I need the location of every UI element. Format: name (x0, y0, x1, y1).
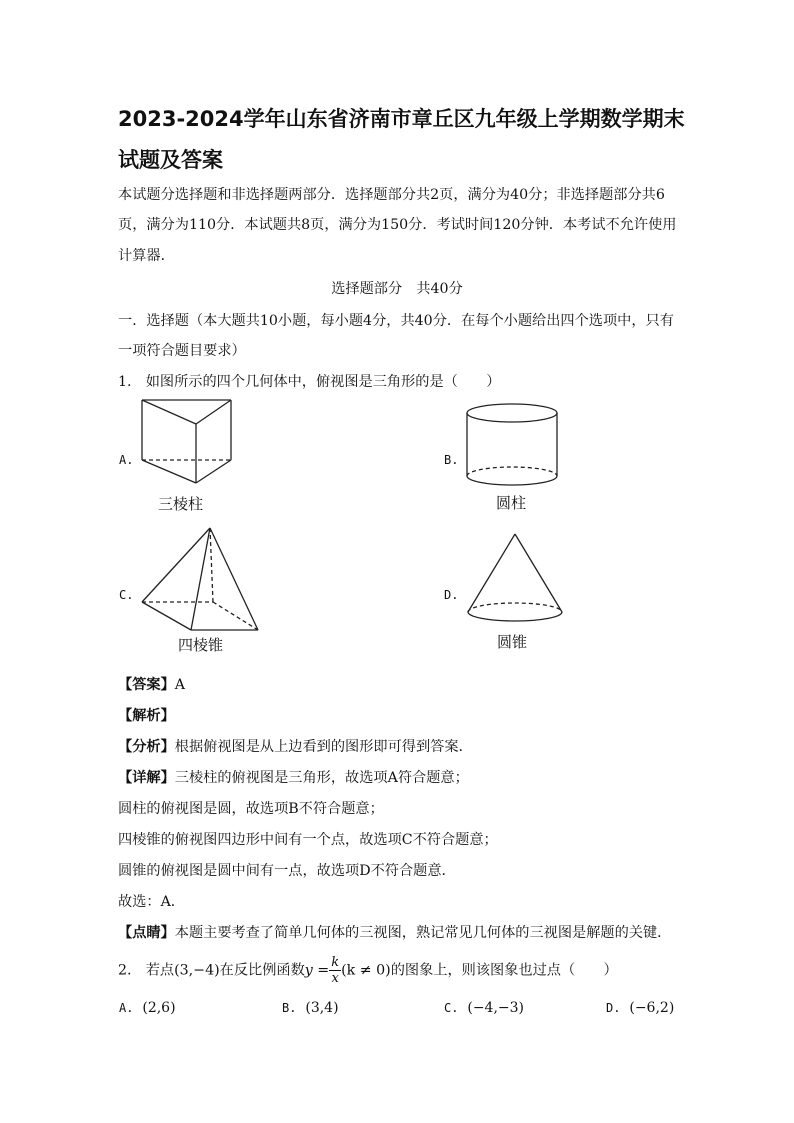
fenxi-text: 根据俯视图是从上边看到的图形即可得到答案． (174, 739, 473, 755)
triangular-prism-figure (136, 396, 236, 486)
prism-bottom-left-edge (142, 460, 196, 483)
fenxi-line (118, 737, 473, 757)
pyramid-left-edge (142, 528, 210, 602)
q2-prefix: 2. 若点 (118, 962, 175, 979)
cone-left-side (468, 534, 515, 612)
prism-top-right-edge (196, 400, 231, 424)
q2-frac-denominator: x (331, 971, 339, 986)
dianjing-text: 本题主要考查了简单几何体的三视图，熟记常见几何体的三视图是解题的关键． (174, 925, 672, 941)
cone-right-side (515, 534, 562, 612)
q2-choice-d-label: D. (606, 1001, 621, 1015)
xiangjie-tag: 【详解】 (118, 770, 175, 786)
cylinder-bottom-front-arc (467, 476, 557, 485)
detail-line-1: 圆柱的俯视图是圆，故选项B不符合题意； (118, 801, 384, 817)
q2-choice-b (282, 1000, 339, 1016)
option-c-caption: 四棱锥 (178, 636, 224, 654)
question-2-stem (118, 955, 618, 986)
q2-choice-a-value: (2,6) (142, 1000, 176, 1016)
dianjing-line (118, 923, 671, 943)
option-a-caption: 三棱柱 (158, 495, 204, 513)
detail-line-2: 四棱锥的俯视图四边形中间有一个点，故选项C不符合题意； (118, 832, 498, 848)
part1-instructions-line-1: 一．选择题（本大题共10小题，每小题4分，共40分．在每个小题给出四个选项中，只有 (118, 313, 674, 329)
intro-line-2: 页，满分为110分．本试题共8页，满分为150分．考试时间120分钟．本考试不允许使用 (118, 217, 677, 233)
section-heading: 选择题部分 共40分 (331, 281, 463, 297)
answer-line (118, 675, 185, 695)
pyramid-base-front-left (142, 602, 191, 630)
cylinder-top-ellipse (467, 404, 557, 422)
option-b-letter: B. (444, 453, 459, 467)
prism-bottom-right-edge (196, 460, 231, 483)
analysis-tag-line (118, 706, 175, 726)
xiangjie-text: 三棱柱的俯视图是三角形，故选项A符合题意； (174, 770, 469, 786)
analysis-tag: 【解析】 (118, 708, 175, 724)
cone-base-hidden-arc (468, 603, 562, 612)
cone-base-front-arc (468, 612, 562, 621)
option-d-caption: 圆锥 (497, 633, 528, 651)
q2-condition: (k ≠ 0) (341, 962, 391, 979)
prism-top-left-edge (142, 400, 196, 424)
fenxi-tag: 【分析】 (118, 739, 175, 755)
cylinder-bottom-hidden-arc (467, 467, 557, 476)
answer-tag: 【答案】 (118, 677, 175, 693)
q2-choice-c-value: (−4,−3) (467, 1000, 525, 1016)
pyramid-front-edge (191, 528, 210, 630)
q2-frac-numerator: k (331, 955, 340, 970)
q2-point: (3,−4) (174, 962, 220, 979)
dianjing-tag: 【点睛】 (118, 925, 175, 941)
q2-choice-d (606, 1000, 674, 1016)
q2-mid: 在反比例函数 (219, 962, 305, 979)
intro-line-3: 计算器． (118, 248, 175, 264)
q2-choice-b-value: (3,4) (305, 1000, 339, 1016)
option-a-letter: A. (119, 453, 134, 467)
option-c-letter: C. (119, 588, 134, 602)
pyramid-hidden-apex-edge (210, 528, 213, 602)
cylinder-figure (464, 402, 560, 490)
detail-line-4: 故选：A． (118, 894, 185, 910)
option-d-letter: D. (444, 588, 459, 602)
q2-suffix: 的图象上，则该图象也过点（ ） (390, 962, 618, 979)
document-title-line-2: 试题及答案 (118, 148, 223, 172)
q2-choice-a-label: A. (119, 1001, 134, 1015)
part1-instructions-line-2: 一项符合题目要求） (118, 343, 246, 359)
q2-choice-c-label: C. (444, 1001, 459, 1015)
q2-func-lhs: y = (304, 962, 330, 979)
xiangjie-line (118, 768, 469, 788)
q2-fraction (329, 955, 341, 986)
square-pyramid-figure (140, 526, 262, 634)
document-title-line-1: 2023-2024学年山东省济南市章丘区九年级上学期数学期末 (118, 107, 685, 131)
detail-line-3: 圆锥的俯视图是圆中间有一点，故选项D不符合题意． (118, 863, 456, 879)
q2-choice-a (119, 1000, 176, 1016)
q2-choice-c (444, 1000, 524, 1016)
cone-figure (466, 532, 566, 626)
question-1-stem: 1. 如图所示的四个几何体中，俯视图是三角形的是（ ） (118, 374, 501, 390)
q2-choice-d-value: (−6,2) (629, 1000, 675, 1016)
intro-line-1: 本试题分选择题和非选择题两部分．选择题部分共2页，满分为40分；非选择题部分共6 (118, 187, 665, 203)
q2-choice-b-label: B. (282, 1001, 297, 1015)
option-b-caption: 圆柱 (496, 494, 527, 512)
answer-value: A (174, 677, 186, 693)
